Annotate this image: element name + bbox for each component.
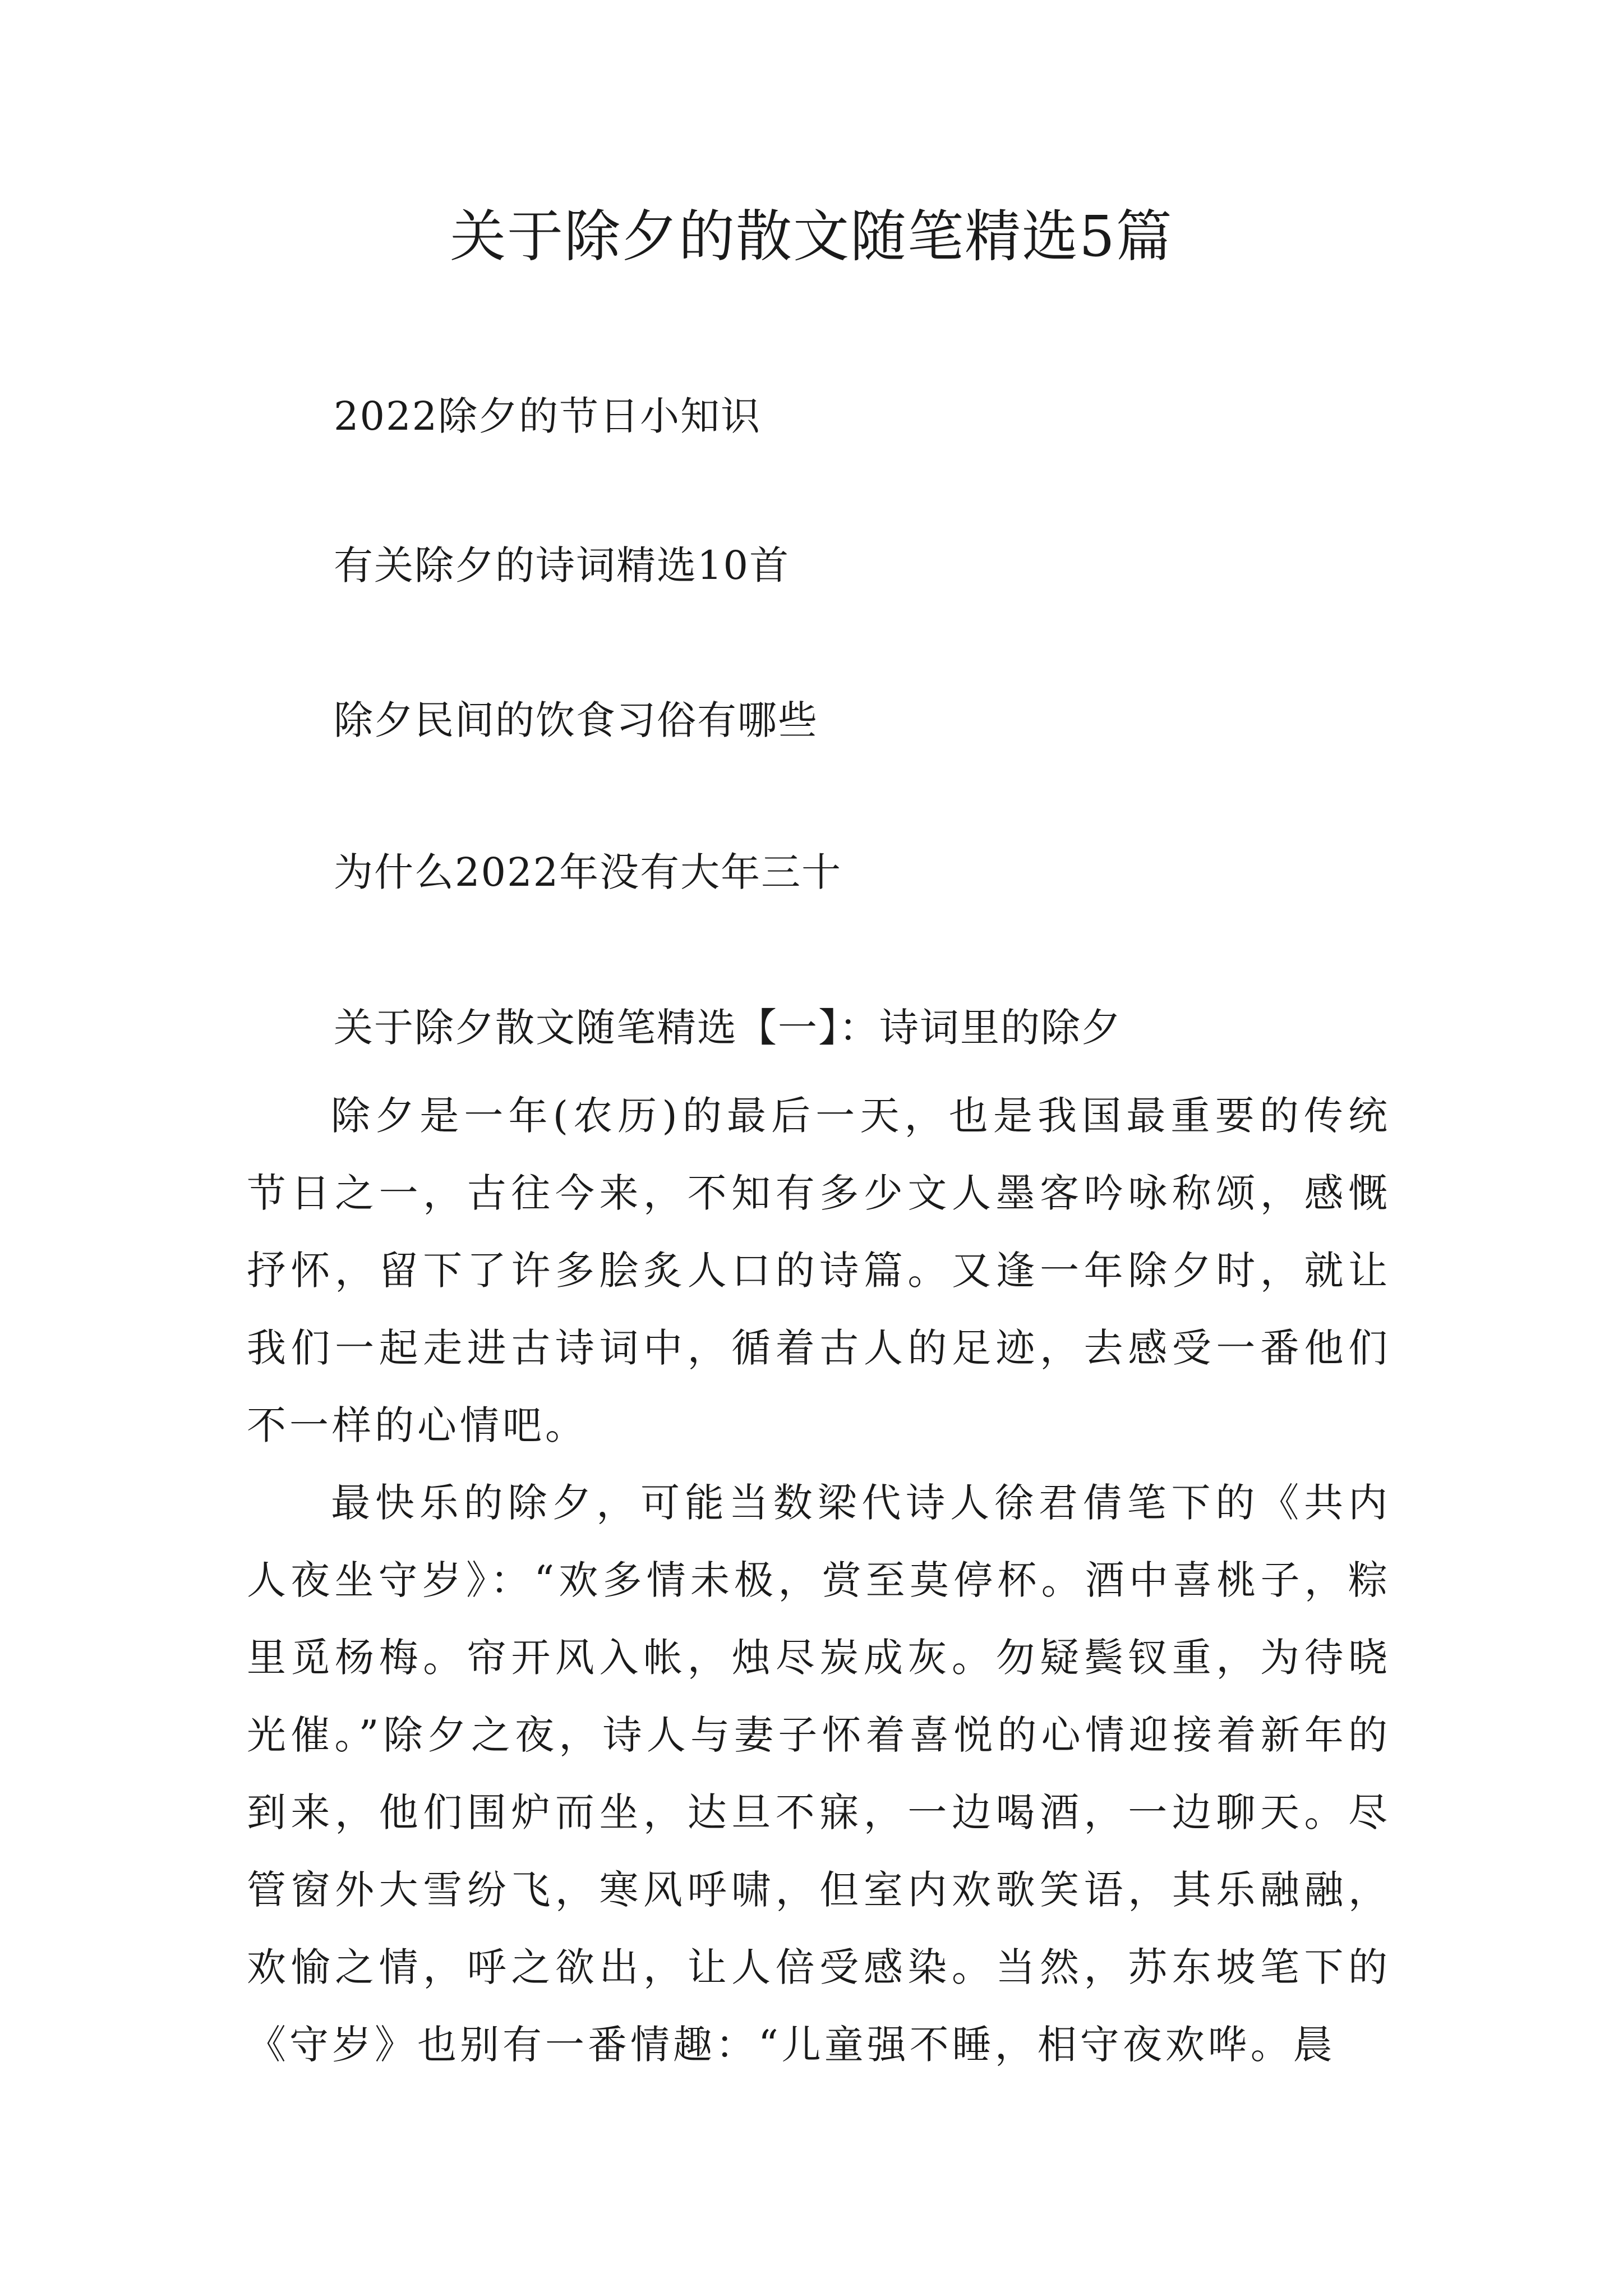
related-link-food-customs[interactable]: 除夕民间的饮食习俗有哪些 (334, 697, 818, 743)
article-body (247, 1077, 1391, 2083)
section-heading: 关于除夕散文随笔精选【一】：诗词里的除夕 (334, 1005, 1122, 1051)
related-link-holiday-knowledge[interactable]: 2022除夕的节日小知识 (334, 393, 762, 439)
paragraph: 最快乐的除夕，可能当数梁代诗人徐君倩笔下的《共内人夜坐守岁》：“欢多情未极，赏至莫停杯。酒中喜桃子，粽里觅杨梅。帘开风入帐，烛尽炭成灰。勿疑鬓钗重，为待晓光催。”除夕之夜，诗人与妻子怀着喜悦的心情迎接着新年的到来，他们围炉而坐，达旦不寐，一边喝酒，一边聊天。尽管窗外大雪纷飞，寒风呼啸，但室内欢歌笑语，其乐融融，欢愉之情，呼之欲出，让人倍受感染。当然，苏东坡笔下的《守岁》也别有一番情趣：“儿童强不睡，相守夜欢哗。晨 (247, 1480, 1391, 2068)
paragraph: 除夕是一年(农历)的最后一天，也是我国最重要的传统节日之一，古往今来，不知有多少文人墨客吟咏称颂，感慨抒怀，留下了许多脍炙人口的诗篇。又逢一年除夕时，就让我们一起走进古诗词中，循着古人的足迹，去感受一番他们不一样的心情吧。 (247, 1093, 1391, 1448)
related-link-poems[interactable]: 有关除夕的诗词精选10首 (334, 542, 790, 588)
document-title: 关于除夕的散文随笔精选5篇 (450, 204, 1173, 269)
related-link-no-new-years-eve[interactable]: 为什么2022年没有大年三十 (334, 849, 842, 895)
